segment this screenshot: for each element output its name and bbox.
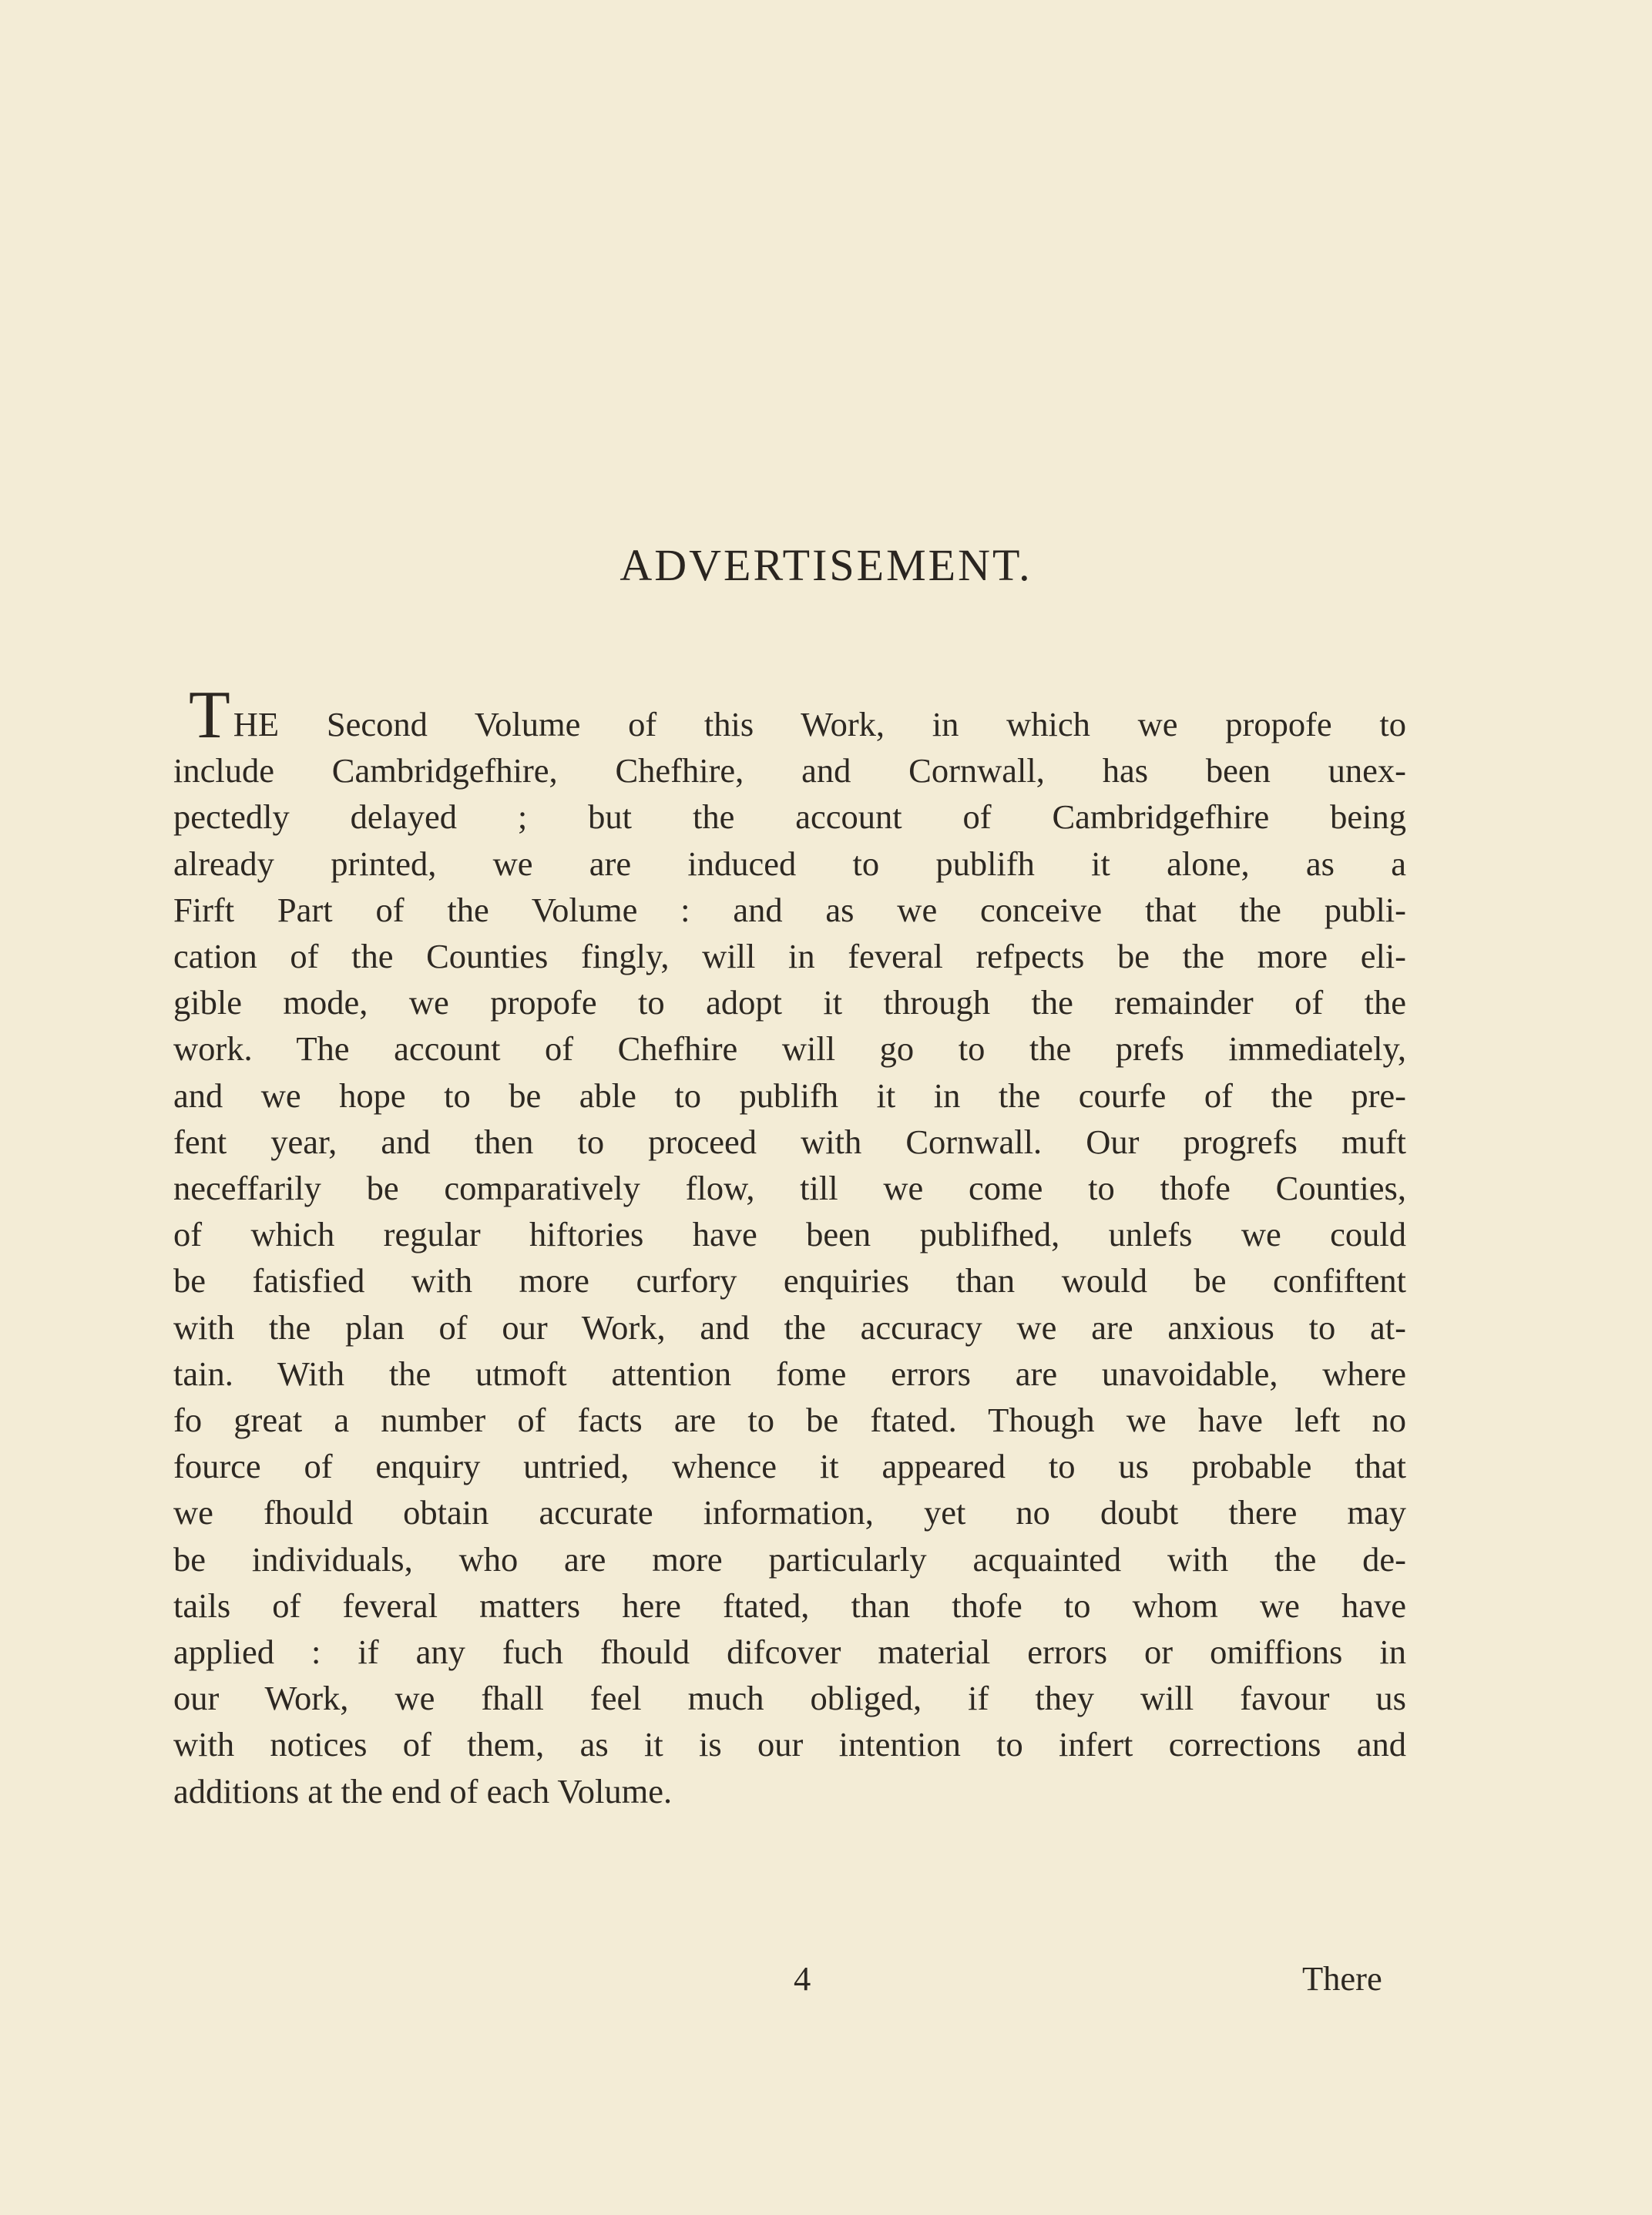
text-line: be fatisfied with more curfory enquiries than would be confiftent bbox=[173, 1261, 1406, 1300]
text-line: pectedly delayed ; but the account of Cambridgefhire being bbox=[173, 797, 1406, 837]
text-line: fent year, and then to proceed with Cornwall. Our progrefs muft bbox=[173, 1122, 1406, 1161]
text-line bbox=[173, 678, 1406, 753]
text-line: neceffarily be comparatively flow, till we come to thofe Counties, bbox=[173, 1169, 1406, 1208]
drop-cap: T bbox=[189, 678, 230, 753]
text-line: include Cambridgefhire, Chefhire, and Cornwall, has been unex- bbox=[173, 751, 1406, 790]
text-line: fource of enquiry untried, whence it appeared to us probable that bbox=[173, 1447, 1406, 1486]
text-line: tain. With the utmoft attention fome errors are unavoidable, where bbox=[173, 1354, 1406, 1393]
catchword: There bbox=[1302, 1959, 1382, 1998]
text-line: cation of the Counties fingly, will in feveral refpects be the more eli- bbox=[173, 937, 1406, 976]
text-line: with the plan of our Work, and the accuracy we are anxious to at- bbox=[173, 1307, 1406, 1347]
text-line: gible mode, we propofe to adopt it through the remainder of the bbox=[173, 983, 1406, 1022]
first-line-text: HE Second Volume of this Work, in which we propofe to bbox=[233, 705, 1406, 743]
text-line: fo great a number of facts are to be ftated. Though we have left no bbox=[173, 1401, 1406, 1440]
text-line: applied : if any fuch fhould difcover material errors or omiffions in bbox=[173, 1633, 1406, 1672]
text-line: our Work, we fhall feel much obliged, if they will favour us bbox=[173, 1679, 1406, 1718]
text-line: additions at the end of each Volume. bbox=[173, 1771, 673, 1811]
text-line: with notices of them, as it is our intention to infert corrections and bbox=[173, 1725, 1406, 1764]
advertisement-text bbox=[173, 678, 1406, 1814]
text-line: be individuals, who are more particularly acquainted with the de- bbox=[173, 1539, 1406, 1579]
text-line: of which regular hiftories have been publifhed, unlefs we could bbox=[173, 1215, 1406, 1254]
text-line: and we hope to be able to publifh it in the courfe of the pre- bbox=[173, 1076, 1406, 1115]
page-title: ADVERTISEMENT. bbox=[620, 540, 1032, 590]
text-line: Firft Part of the Volume : and as we conceive that the publi- bbox=[173, 890, 1406, 929]
text-line: work. The account of Chefhire will go to the prefs immediately, bbox=[173, 1029, 1406, 1069]
text-line: we fhould obtain accurate information, yet no doubt there may bbox=[173, 1493, 1406, 1532]
signature-mark: 4 bbox=[794, 1959, 811, 1998]
text-line: already printed, we are induced to publifh it alone, as a bbox=[173, 844, 1406, 883]
text-line: tails of feveral matters here ftated, than thofe to whom we have bbox=[173, 1586, 1406, 1625]
